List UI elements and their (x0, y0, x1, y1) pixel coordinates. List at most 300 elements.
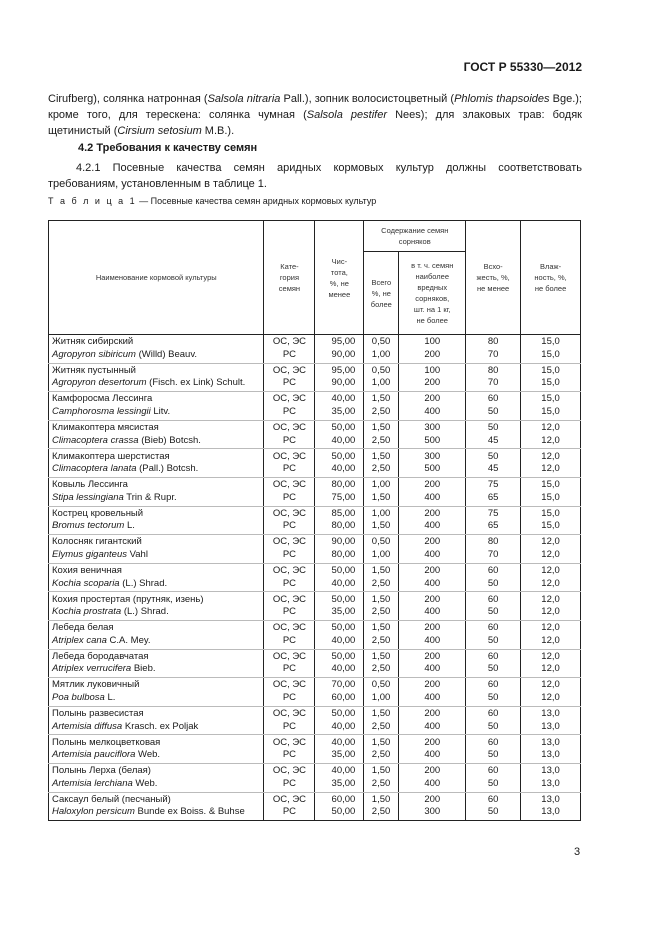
moisture-cell (521, 763, 581, 792)
purity-cell (315, 792, 364, 821)
purity-cell-value: 35,00 (331, 777, 356, 789)
crop-russian-name: Полынь развесистая (52, 708, 144, 720)
purity-cell (315, 706, 364, 735)
weeds-total-cell-value: 2,50 (371, 463, 391, 475)
crop-russian-name: Кострец кровельный (52, 507, 144, 519)
germination-cell-value: 50 (487, 749, 499, 761)
crop-russian-name: Кохия простертая (прутняк, изень) (52, 593, 204, 605)
moisture-cell-value: 12,0 (541, 548, 560, 560)
germination-cell-value: 65 (487, 491, 499, 503)
weeds-harmful-cell-value: 300 (424, 422, 441, 434)
weeds-harmful-cell (399, 506, 466, 535)
weeds-harmful-cell-value: 200 (424, 507, 441, 519)
crop-latin-name: Climacoptera lanata (52, 463, 137, 475)
purity-cell-value: 70,00 (331, 679, 356, 691)
intro-text: M.B.). (201, 125, 235, 137)
weeds-harmful-cell (399, 735, 466, 764)
weeds-total-cell-value: 1,00 (371, 507, 391, 519)
table-row (49, 592, 581, 621)
weeds-harmful-cell-value: 400 (424, 491, 441, 503)
germination-cell-value: 60 (487, 765, 499, 777)
weeds-total-cell (364, 477, 399, 506)
weeds-harmful-cell-value: 500 (424, 463, 441, 475)
germination-cell-value: 45 (487, 463, 499, 475)
category-cell-value: ОС, ЭС (272, 479, 307, 491)
header-category: Кате- гория семян (264, 221, 315, 335)
crop-latin-name: Atriplex cana (52, 634, 107, 646)
moisture-cell-value: 12,0 (541, 679, 560, 691)
moisture-cell-value: 13,0 (541, 793, 560, 805)
latin-name: Salsola nitraria (207, 93, 281, 105)
germination-cell-value: 50 (487, 806, 499, 818)
weeds-total-cell-value: 2,50 (371, 634, 391, 646)
crop-author: Web. (135, 749, 161, 761)
weeds-total-cell-value: 1,50 (371, 736, 391, 748)
category-cell-value: ОС, ЭС (272, 565, 307, 577)
weeds-total-cell (364, 678, 399, 707)
germination-cell (466, 335, 521, 364)
germination-cell-value: 50 (487, 777, 499, 789)
purity-cell (315, 649, 364, 678)
table-row (49, 335, 581, 364)
crop-russian-name: Мятлик луковичный (52, 679, 140, 691)
weeds-harmful-cell-value: 200 (424, 708, 441, 720)
crop-author: L. (124, 520, 135, 532)
weeds-harmful-cell-value: 200 (424, 593, 441, 605)
weeds-total-cell-value: 0,50 (371, 364, 391, 376)
weeds-harmful-cell-value: 400 (424, 749, 441, 761)
germination-cell-value: 50 (487, 691, 499, 703)
crop-latin-name: Agropyron desertorum (52, 377, 147, 389)
moisture-cell (521, 477, 581, 506)
purity-cell-value: 50,00 (331, 565, 356, 577)
crop-author: (Pall.) Botcsh. (136, 463, 199, 475)
category-cell-value: ОС, ЭС (272, 336, 307, 348)
weeds-harmful-cell (399, 392, 466, 421)
crop-name-cell (49, 420, 264, 449)
category-cell-value: РС (282, 377, 296, 389)
weeds-total-cell (364, 335, 399, 364)
weeds-total-cell-value: 1,50 (371, 708, 391, 720)
moisture-cell-value: 12,0 (541, 663, 560, 675)
crop-author: L. (104, 691, 116, 703)
weeds-total-cell (364, 706, 399, 735)
purity-cell (315, 449, 364, 478)
crop-latin-name: Atriplex verrucifera (52, 663, 132, 675)
category-cell (264, 506, 315, 535)
moisture-cell-value: 15,0 (541, 507, 560, 519)
category-cell-value: РС (282, 806, 296, 818)
moisture-cell-value: 12,0 (541, 577, 560, 589)
weeds-harmful-cell-value: 200 (424, 393, 441, 405)
germination-cell-value: 60 (487, 565, 499, 577)
category-cell (264, 420, 315, 449)
standard-number: ГОСТ Р 55330—2012 (463, 60, 582, 74)
purity-cell-value: 50,00 (331, 450, 356, 462)
germination-cell-value: 50 (487, 450, 499, 462)
table-row (49, 506, 581, 535)
crop-latin-name: Kochia prostrata (52, 606, 122, 618)
weeds-total-cell-value: 2,50 (371, 749, 391, 761)
moisture-cell-value: 15,0 (541, 336, 560, 348)
weeds-total-cell-value: 1,50 (371, 450, 391, 462)
crop-author: Vahl (126, 548, 148, 560)
section-paragraph: 4.2.1 Посевные качества семян аридных кормовых культур должны соответствовать требованиям, установленным в таблице 1. (48, 162, 582, 190)
moisture-cell (521, 620, 581, 649)
crop-latin-name: Bromus tectorum (52, 520, 125, 532)
table-caption-text: — Посевные качества семян аридных кормовых культур (136, 196, 377, 206)
crop-russian-name: Колосняк гигантский (52, 536, 142, 548)
crop-author: (Fisch. ex Link) Schult. (146, 377, 246, 389)
purity-cell-value: 85,00 (331, 507, 356, 519)
moisture-cell-value: 15,0 (541, 479, 560, 491)
crop-name-cell (49, 592, 264, 621)
weeds-harmful-cell-value: 200 (424, 650, 441, 662)
weeds-total-cell (364, 563, 399, 592)
weeds-harmful-cell-value: 200 (424, 765, 441, 777)
purity-cell (315, 420, 364, 449)
table-caption-prefix: Т а б л и ц а 1 (48, 196, 137, 206)
crop-name-cell (49, 363, 264, 392)
category-cell-value: РС (282, 520, 296, 532)
weeds-total-cell-value: 1,50 (371, 393, 391, 405)
category-cell-value: РС (282, 405, 296, 417)
weeds-harmful-cell-value: 200 (424, 377, 441, 389)
crop-russian-name: Ковыль Лессинга (52, 479, 128, 491)
seed-quality-table (48, 220, 581, 821)
weeds-harmful-cell-value: 400 (424, 577, 441, 589)
weeds-total-cell-value: 1,00 (371, 348, 391, 360)
crop-russian-name: Климакоптера мясистая (52, 422, 159, 434)
weeds-harmful-cell-value: 500 (424, 434, 441, 446)
purity-cell (315, 392, 364, 421)
table-row (49, 563, 581, 592)
moisture-cell (521, 649, 581, 678)
moisture-cell-value: 15,0 (541, 393, 560, 405)
weeds-harmful-cell-value: 400 (424, 663, 441, 675)
moisture-cell (521, 535, 581, 564)
purity-cell (315, 620, 364, 649)
purity-cell-value: 50,00 (331, 806, 356, 818)
crop-latin-name: Camphorosma lessingii (52, 405, 151, 417)
moisture-cell-value: 15,0 (541, 348, 560, 360)
moisture-cell-value: 15,0 (541, 405, 560, 417)
weeds-harmful-cell (399, 535, 466, 564)
moisture-cell-value: 13,0 (541, 736, 560, 748)
category-cell-value: РС (282, 577, 296, 589)
purity-cell-value: 80,00 (331, 520, 356, 532)
category-cell (264, 620, 315, 649)
weeds-harmful-cell-value: 100 (424, 364, 441, 376)
category-cell (264, 678, 315, 707)
purity-cell-value: 75,00 (331, 491, 356, 503)
germination-cell (466, 706, 521, 735)
germination-cell (466, 477, 521, 506)
purity-cell (315, 592, 364, 621)
moisture-cell-value: 12,0 (541, 565, 560, 577)
weeds-harmful-cell (399, 649, 466, 678)
latin-name: Phlomis thapsoides (454, 93, 550, 105)
crop-name-cell (49, 678, 264, 707)
crop-name-cell (49, 449, 264, 478)
germination-cell (466, 592, 521, 621)
crop-latin-name: Artemisia diffusa (52, 720, 123, 732)
crop-name-cell (49, 763, 264, 792)
germination-cell-value: 60 (487, 793, 499, 805)
moisture-cell (521, 335, 581, 364)
purity-cell-value: 90,00 (331, 348, 356, 360)
weeds-total-cell (364, 420, 399, 449)
purity-cell-value: 40,00 (331, 634, 356, 646)
moisture-cell (521, 449, 581, 478)
weeds-total-cell-value: 2,50 (371, 720, 391, 732)
table-row (49, 706, 581, 735)
purity-cell-value: 90,00 (331, 377, 356, 389)
category-cell-value: ОС, ЭС (272, 507, 307, 519)
purity-cell-value: 40,00 (331, 720, 356, 732)
intro-text: Bge.); кроме того, для терескена: солянка чумная ( (48, 93, 582, 121)
weeds-total-cell (364, 449, 399, 478)
category-cell-value: РС (282, 749, 296, 761)
purity-cell-value: 60,00 (331, 793, 356, 805)
moisture-cell-value: 12,0 (541, 463, 560, 475)
germination-cell-value: 75 (487, 479, 499, 491)
germination-cell-value: 70 (487, 377, 499, 389)
category-cell-value: ОС, ЭС (272, 622, 307, 634)
weeds-total-cell-value: 2,50 (371, 434, 391, 446)
moisture-cell-value: 12,0 (541, 450, 560, 462)
purity-cell-value: 80,00 (331, 548, 356, 560)
moisture-cell-value: 12,0 (541, 434, 560, 446)
weeds-total-cell-value: 2,50 (371, 405, 391, 417)
weeds-harmful-cell-value: 200 (424, 565, 441, 577)
germination-cell-value: 60 (487, 708, 499, 720)
germination-cell-value: 50 (487, 720, 499, 732)
category-cell-value: ОС, ЭС (272, 736, 307, 748)
crop-latin-name: Stipa lessingiana (52, 491, 124, 503)
category-cell-value: ОС, ЭС (272, 793, 307, 805)
weeds-total-cell-value: 1,50 (371, 622, 391, 634)
weeds-harmful-cell-value: 400 (424, 634, 441, 646)
purity-cell-value: 50,00 (331, 708, 356, 720)
category-cell (264, 335, 315, 364)
weeds-total-cell-value: 2,50 (371, 806, 391, 818)
moisture-cell-value: 13,0 (541, 806, 560, 818)
germination-cell-value: 60 (487, 650, 499, 662)
weeds-total-cell-value: 1,50 (371, 593, 391, 605)
category-cell-value: ОС, ЭС (272, 393, 307, 405)
moisture-cell-value: 13,0 (541, 708, 560, 720)
header-weeds-harmful: в т. ч. семян наиболее вредных сорняков, шт. на 1 кг, не более (399, 252, 466, 335)
germination-cell (466, 649, 521, 678)
crop-russian-name: Полынь мелкоцветковая (52, 736, 161, 748)
header-name: Наименование кормовой культуры (49, 221, 264, 335)
crop-author: Trin & Rupr. (123, 491, 177, 503)
header-purity: Чис- тота, %, не менее (315, 221, 364, 335)
germination-cell-value: 50 (487, 663, 499, 675)
table-row (49, 735, 581, 764)
category-cell-value: РС (282, 491, 296, 503)
crop-author: Litv. (150, 405, 171, 417)
moisture-cell-value: 15,0 (541, 377, 560, 389)
germination-cell (466, 506, 521, 535)
category-cell (264, 392, 315, 421)
weeds-total-cell-value: 1,50 (371, 422, 391, 434)
header-weeds-total: Всего %, не более (364, 252, 399, 335)
weeds-total-cell-value: 2,50 (371, 663, 391, 675)
category-cell-value: РС (282, 434, 296, 446)
crop-latin-name: Kochia scoparia (52, 577, 120, 589)
weeds-harmful-cell (399, 363, 466, 392)
weeds-harmful-cell-value: 400 (424, 606, 441, 618)
crop-name-cell (49, 563, 264, 592)
crop-author: (L.) Shrad. (121, 606, 169, 618)
weeds-harmful-cell-value: 400 (424, 720, 441, 732)
category-cell (264, 706, 315, 735)
purity-cell (315, 506, 364, 535)
germination-cell-value: 70 (487, 348, 499, 360)
category-cell-value: ОС, ЭС (272, 450, 307, 462)
category-cell-value: РС (282, 663, 296, 675)
purity-cell-value: 90,00 (331, 536, 356, 548)
crop-name-cell (49, 649, 264, 678)
crop-latin-name: Artemisia pauciflora (52, 749, 136, 761)
germination-cell (466, 563, 521, 592)
moisture-cell-value: 15,0 (541, 364, 560, 376)
purity-cell-value: 50,00 (331, 593, 356, 605)
latin-name: Salsola pestifer (306, 109, 387, 121)
moisture-cell (521, 392, 581, 421)
crop-name-cell (49, 477, 264, 506)
table-body (49, 335, 581, 821)
weeds-harmful-cell-value: 300 (424, 450, 441, 462)
category-cell-value: ОС, ЭС (272, 765, 307, 777)
germination-cell (466, 392, 521, 421)
moisture-cell-value: 12,0 (541, 691, 560, 703)
crop-name-cell (49, 620, 264, 649)
purity-cell (315, 335, 364, 364)
germination-cell-value: 60 (487, 393, 499, 405)
category-cell (264, 792, 315, 821)
category-cell-value: ОС, ЭС (272, 650, 307, 662)
category-cell-value: РС (282, 548, 296, 560)
crop-russian-name: Камфоросма Лессинга (52, 393, 153, 405)
category-cell-value: РС (282, 463, 296, 475)
category-cell-value: ОС, ЭС (272, 422, 307, 434)
category-cell (264, 535, 315, 564)
weeds-harmful-cell (399, 477, 466, 506)
category-cell-value: РС (282, 777, 296, 789)
purity-cell-value: 95,00 (331, 364, 356, 376)
germination-cell-value: 60 (487, 622, 499, 634)
weeds-harmful-cell (399, 678, 466, 707)
category-cell (264, 477, 315, 506)
weeds-harmful-cell-value: 300 (424, 806, 441, 818)
germination-cell-value: 60 (487, 679, 499, 691)
moisture-cell-value: 15,0 (541, 491, 560, 503)
weeds-harmful-cell (399, 706, 466, 735)
category-cell-value: РС (282, 720, 296, 732)
crop-name-cell (49, 335, 264, 364)
purity-cell (315, 763, 364, 792)
category-cell (264, 649, 315, 678)
table-row (49, 477, 581, 506)
germination-cell-value: 50 (487, 634, 499, 646)
purity-cell-value: 50,00 (331, 650, 356, 662)
germination-cell (466, 763, 521, 792)
crop-latin-name: Artemisia lerchiana (52, 777, 133, 789)
table-row (49, 620, 581, 649)
crop-author: C.A. Mey. (106, 634, 151, 646)
weeds-harmful-cell-value: 200 (424, 536, 441, 548)
crop-author: Bieb. (131, 663, 156, 675)
crop-russian-name: Лебеда бородавчатая (52, 650, 149, 662)
germination-cell (466, 449, 521, 478)
purity-cell-value: 40,00 (331, 765, 356, 777)
intro-text: Pall.), зопник волосистоцветный ( (280, 93, 455, 105)
crop-author: (L.) Shrad. (119, 577, 168, 589)
crop-name-cell (49, 735, 264, 764)
weeds-harmful-cell (399, 449, 466, 478)
category-cell-value: ОС, ЭС (272, 364, 307, 376)
purity-cell (315, 563, 364, 592)
category-cell-value: РС (282, 634, 296, 646)
crop-name-cell (49, 506, 264, 535)
category-cell-value: РС (282, 606, 296, 618)
crop-latin-name: Elymus giganteus (52, 548, 127, 560)
weeds-total-cell-value: 0,50 (371, 536, 391, 548)
purity-cell-value: 35,00 (331, 606, 356, 618)
intro-text: Nees); для злаковых трав: бодяк щетинистый ( (48, 109, 582, 137)
weeds-harmful-cell-value: 400 (424, 548, 441, 560)
moisture-cell-value: 13,0 (541, 749, 560, 761)
purity-cell (315, 735, 364, 764)
header-weeds-group: Содержание семян сорняков (364, 221, 466, 252)
weeds-harmful-cell-value: 400 (424, 405, 441, 417)
germination-cell-value: 80 (487, 336, 499, 348)
weeds-total-cell-value: 1,00 (371, 377, 391, 389)
category-cell (264, 592, 315, 621)
purity-cell-value: 35,00 (331, 749, 356, 761)
purity-cell-value: 40,00 (331, 393, 356, 405)
page-number: 3 (574, 846, 581, 858)
germination-cell (466, 620, 521, 649)
table-row (49, 363, 581, 392)
weeds-harmful-cell-value: 200 (424, 793, 441, 805)
weeds-harmful-cell (399, 420, 466, 449)
purity-cell (315, 535, 364, 564)
purity-cell-value: 40,00 (331, 577, 356, 589)
weeds-harmful-cell-value: 200 (424, 622, 441, 634)
moisture-cell (521, 506, 581, 535)
germination-cell-value: 65 (487, 520, 499, 532)
purity-cell-value: 40,00 (331, 663, 356, 675)
crop-latin-name: Poa bulbosa (52, 691, 105, 703)
germination-cell-value: 50 (487, 405, 499, 417)
table-row (49, 763, 581, 792)
germination-cell-value: 50 (487, 422, 499, 434)
moisture-cell-value: 12,0 (541, 622, 560, 634)
weeds-total-cell-value: 1,50 (371, 491, 391, 503)
weeds-harmful-cell-value: 200 (424, 479, 441, 491)
intro-paragraph (48, 91, 582, 139)
crop-russian-name: Саксаул белый (песчаный) (52, 793, 171, 805)
table-row (49, 678, 581, 707)
moisture-cell (521, 363, 581, 392)
crop-russian-name: Кохия веничная (52, 565, 122, 577)
crop-latin-name: Agropyron sibiricum (52, 348, 136, 360)
category-cell (264, 363, 315, 392)
